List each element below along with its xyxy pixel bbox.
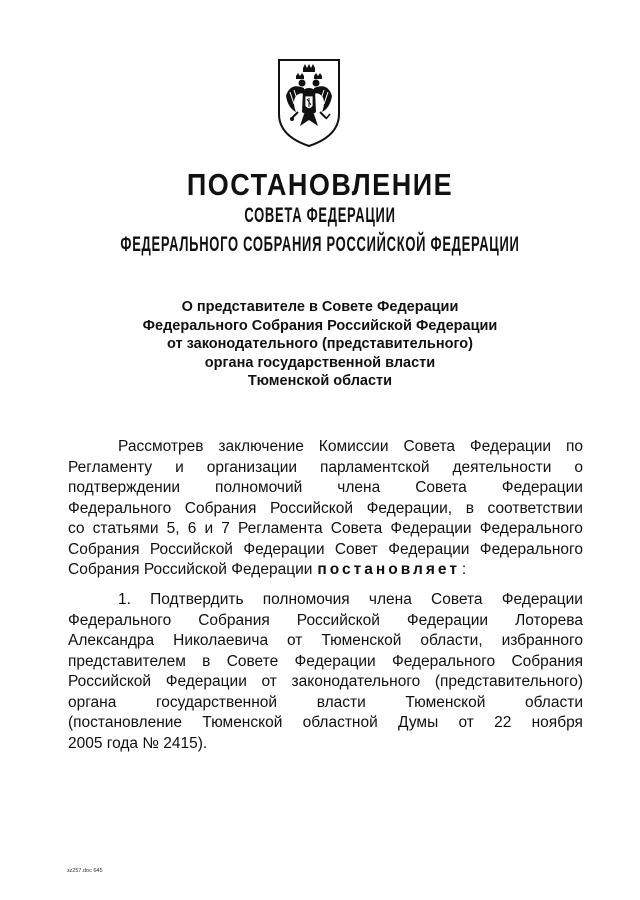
paragraph-word: избранного [501,632,583,649]
paragraph-line [68,652,583,673]
document-code: зz257.doc 645 [67,868,103,874]
paragraph-word: Собрания [198,611,270,629]
paragraph-word: Российской [68,673,152,690]
paragraph-word: Совета [415,479,467,496]
paragraph-word: 5, [166,520,180,537]
paragraph-word: по [565,438,583,455]
paragraph-word: Российской [269,499,354,517]
paragraph-word: Тюменской [321,632,402,649]
paragraph-word: полномочий [215,479,303,496]
paragraph-word: парламентской [319,458,430,476]
paragraph-word: и [204,520,214,537]
subject-line: от законодательного (представительного) [167,336,473,352]
paragraph-text: 2005 года № 2415). [68,734,208,752]
paragraph-word: Совета [431,591,483,608]
document-subject [60,298,580,391]
paragraph-text: Собрания Российской Федерации [68,561,313,578]
subject-line: О представителе в Совете Федерации [181,299,459,315]
paragraph-line [68,499,583,520]
paragraph-word: заключение [218,438,304,455]
paragraph-word: Федерального [68,499,172,517]
resolution-paragraph [68,590,583,754]
paragraph-word: Комиссии [318,438,389,455]
paragraph-word: Собрания [511,652,583,670]
paragraph-line [68,458,583,479]
paragraph-word: Федерации [501,591,583,608]
paragraph-word: Федерации [165,673,247,690]
paragraph-word: областной [302,714,378,731]
preamble-paragraph [68,437,583,581]
paragraph-word: Федерального [391,652,496,670]
paragraph-word: (представительного) [434,673,583,690]
paragraph-word: Федерации [406,611,489,629]
paragraph-line [68,631,583,652]
paragraph-word: Собрания [184,499,257,517]
paragraph-word: Российской [149,540,233,558]
paragraph-word: 7 [221,520,230,537]
paragraph-line [68,519,583,540]
paragraph-word: деятельности [452,458,552,476]
paragraph-word: организации [206,458,298,476]
decision-colon: : [461,561,467,578]
paragraph-word: Федерального [479,520,583,537]
paragraph-word: Совет [334,540,378,558]
paragraph-word: (постановление [68,714,183,731]
paragraph-word: Николаевича [173,632,269,649]
paragraph-word: ноября [531,714,583,731]
paragraph-word: 6 [187,520,197,537]
paragraph-word: подтверждении [68,479,181,496]
paragraph-word: области [525,693,583,711]
paragraph-word: государственной [155,693,278,711]
paragraph-word: от [458,714,474,731]
subject-line: Тюменской области [247,373,393,389]
paragraph-word: Александра [68,632,155,649]
paragraph-word: 1. [118,591,131,608]
paragraph-word: Федерации [469,438,552,455]
paragraph-word: от [287,632,303,649]
paragraph-word: Федерации [243,540,325,558]
paragraph-word: члена [368,591,412,608]
paragraph-line [68,478,583,499]
paragraph-word: соответствии [487,499,583,517]
paragraph-word: Регламенту [68,458,153,476]
paragraph-word: полномочия [262,591,350,608]
paragraph-word: законодательного [291,673,421,690]
paragraph-word: Совета [330,520,383,537]
paragraph-word: Рассмотрев [118,438,204,455]
paragraph-word: Тюменской [405,693,486,711]
paragraph-line [68,672,583,693]
paragraph-word: в [202,652,211,670]
paragraph-word: Федерации, [366,499,453,517]
paragraph-word: Федерального [479,540,583,558]
paragraph-line [68,590,583,611]
paragraph-word: Регламента [238,520,323,537]
paragraph-line [68,540,583,561]
paragraph-word: Федерального [68,611,172,629]
paragraph-word: Федерации [390,520,472,537]
paragraph-word: Совета [403,438,455,455]
paragraph-word: органа [68,693,117,711]
paragraph-word: и [175,458,184,476]
paragraph-word: Федерации [388,540,470,558]
paragraph-word: Лоторева [515,611,583,629]
paragraph-word: представителем [68,652,186,670]
document-title: ПОСТАНОВЛЕНИЕ [186,168,454,202]
paragraph-word: Совете [226,652,279,670]
paragraph-word: 22 [494,714,512,731]
paragraph-word: члена [337,479,381,496]
paragraph-word: Российской [296,611,380,629]
paragraph-line [68,693,583,714]
coat-of-arms-icon [274,56,344,148]
paragraph-word: Федерации [294,652,376,670]
paragraph-word: о [574,458,583,476]
paragraph-word: Думы [398,714,439,731]
paragraph-word: Тюменской [202,714,283,731]
document-issuer: СОВЕТА ФЕДЕРАЦИИ [244,202,396,227]
paragraph-word: статьями [92,520,159,537]
paragraph-line [68,611,583,632]
paragraph-word: области, [420,632,483,649]
paragraph-line [68,437,583,458]
paragraph-word: Собрания [68,540,140,558]
paragraph-word: Федерации [501,479,583,496]
paragraph-line [68,560,583,581]
document-issuer-body: ФЕДЕРАЛЬНОГО СОБРАНИЯ РОССИЙСКОЙ ФЕДЕРАЦИИ [120,231,520,256]
paragraph-word: Подтвердить [150,591,244,608]
paragraph-word: в [465,499,474,517]
subject-line: Федерального Собрания Российской Федерации [142,317,498,334]
paragraph-word: со [68,520,85,537]
paragraph-word: от [261,673,277,690]
subject-line: органа государственной власти [204,354,436,371]
paragraph-word: власти [316,693,366,711]
paragraph-line [68,734,583,755]
paragraph-line [68,713,583,734]
decision-keyword: постановляет [317,561,460,578]
